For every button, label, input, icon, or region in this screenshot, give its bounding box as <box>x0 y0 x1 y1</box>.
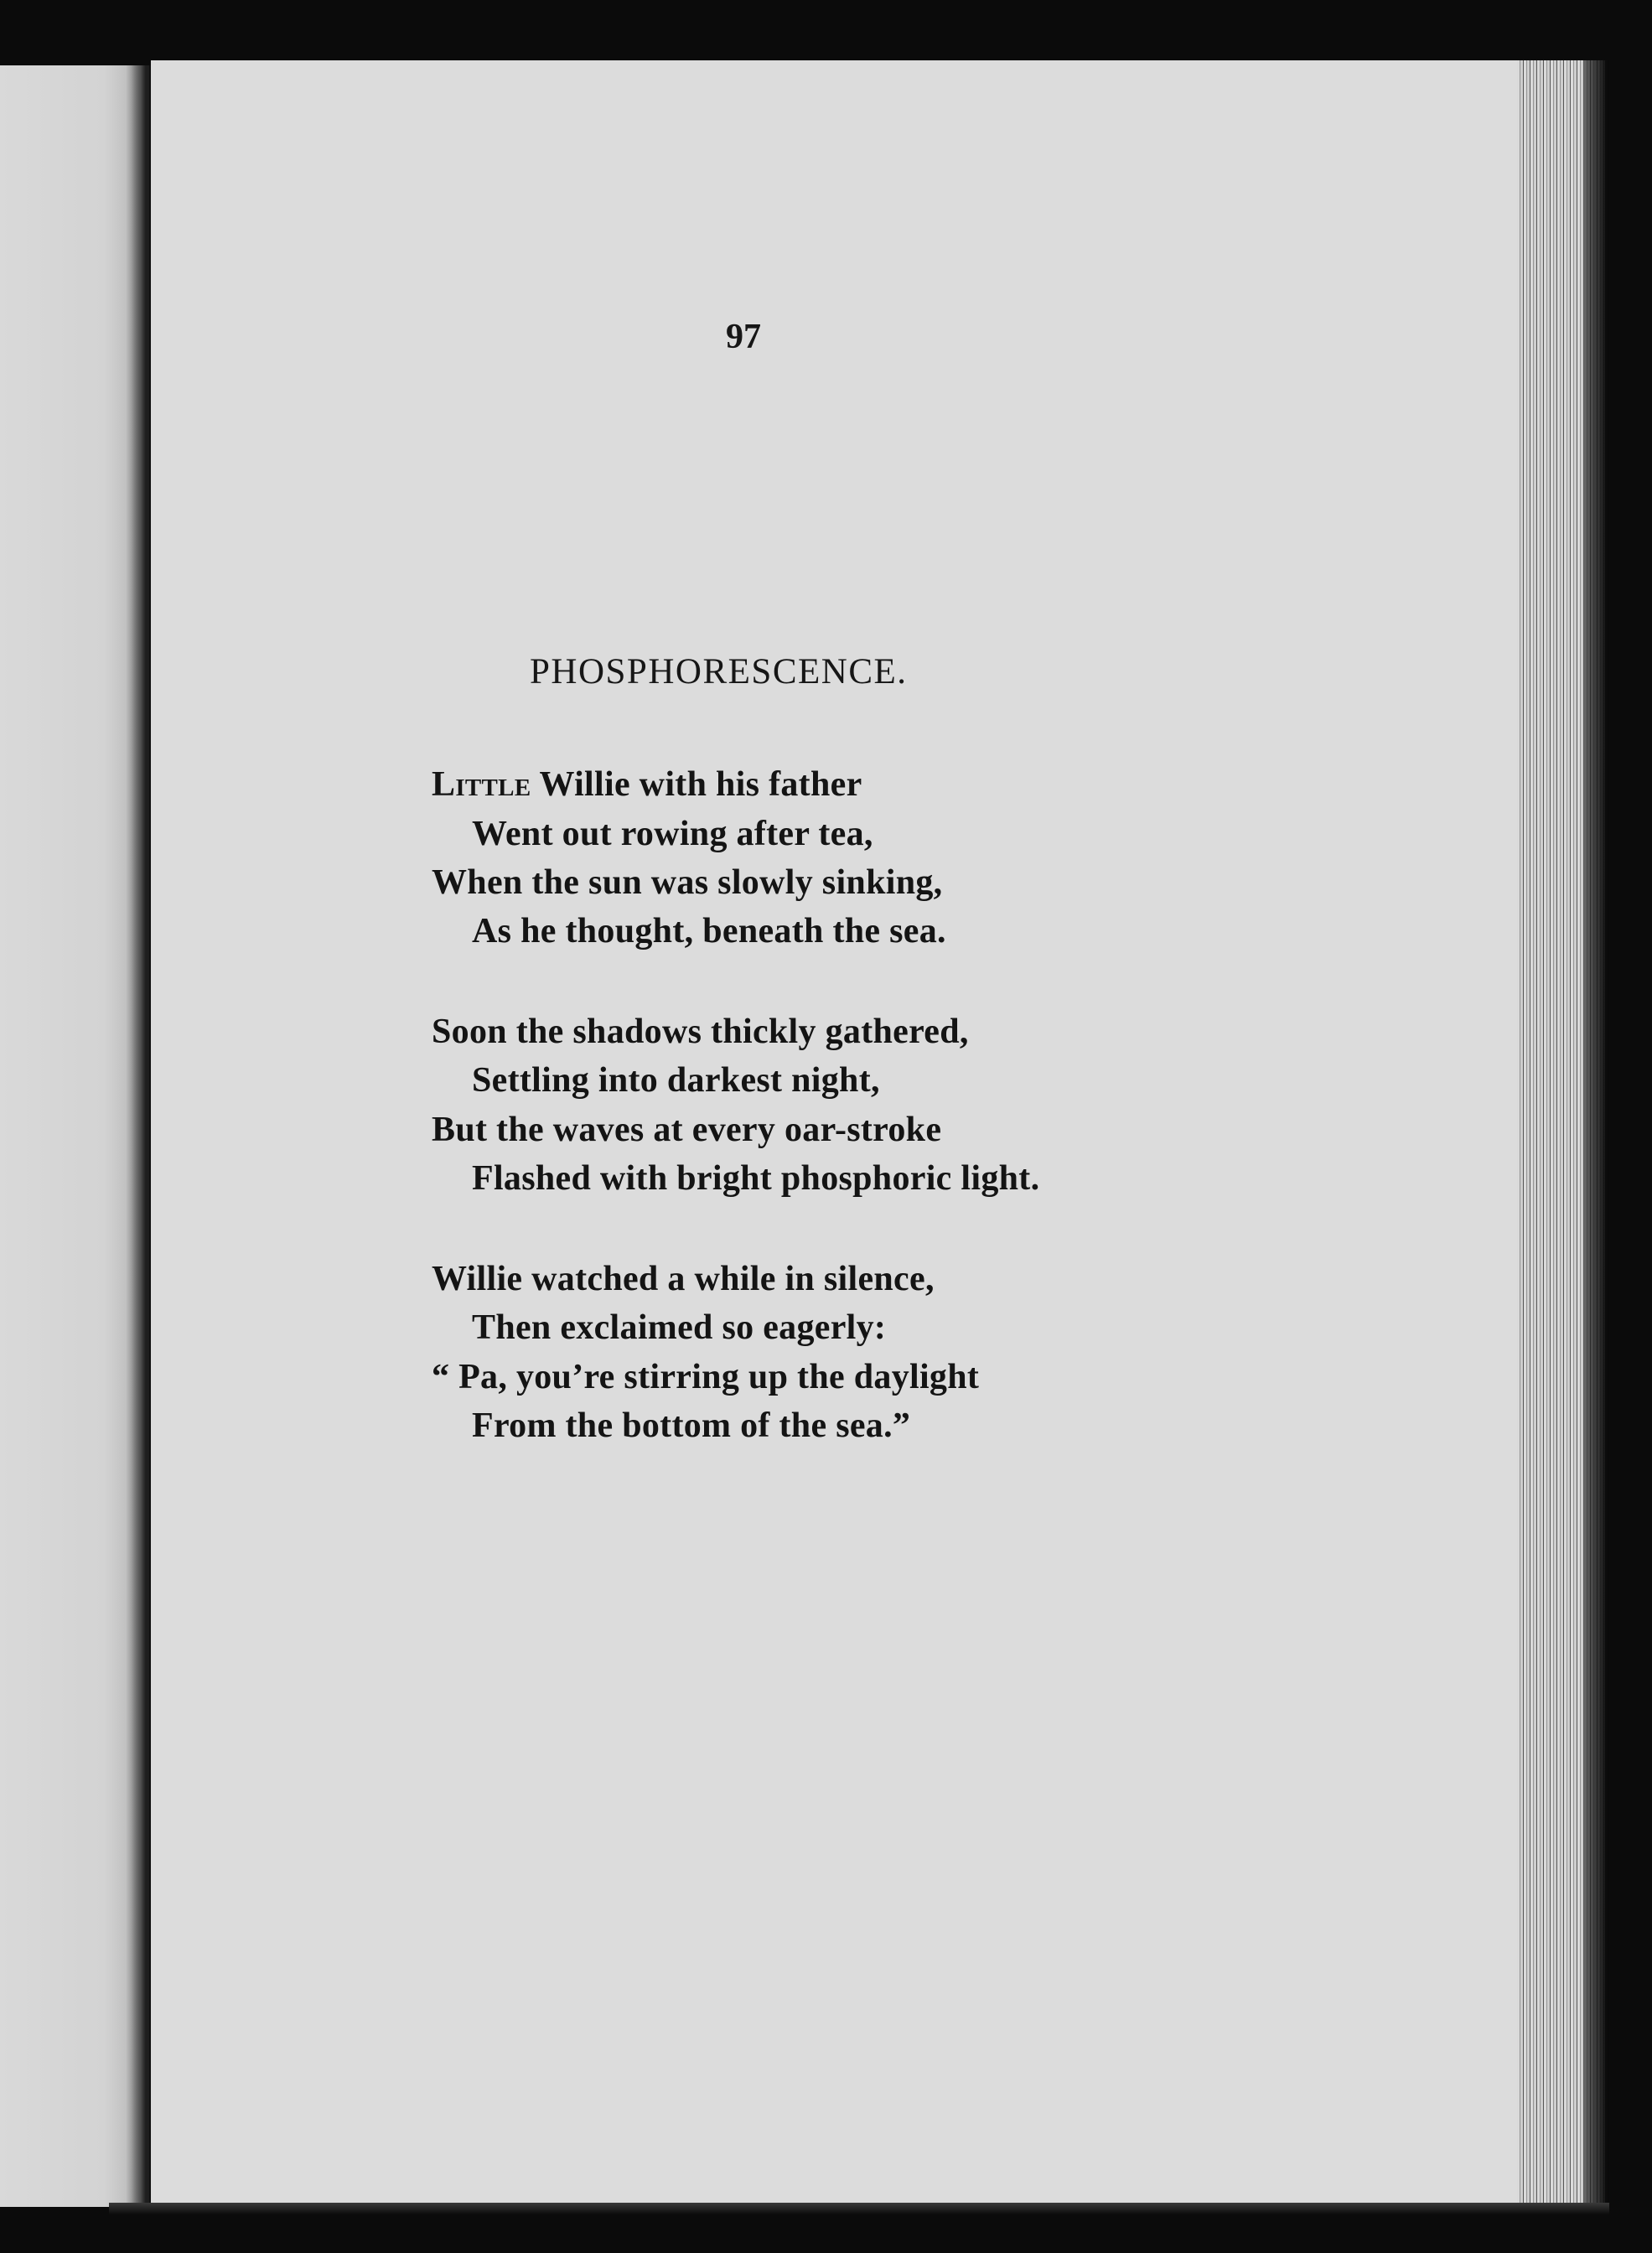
first-word-smallcaps: Little <box>432 765 531 804</box>
poem-line: From the bottom of the sea.” <box>472 1406 911 1445</box>
poem-line: Willie watched a while in silence, <box>432 1260 935 1298</box>
bottom-shadow <box>109 2203 1609 2214</box>
poem-line: Went out rowing after tea, <box>472 815 873 853</box>
line-rest: Willie with his father <box>531 765 862 804</box>
poem-line: Flashed with bright phosphoric light. <box>472 1159 1040 1198</box>
poem-line: When the sun was slowly sinking, <box>432 863 943 902</box>
poem-line <box>432 767 862 802</box>
poem-line: But the waves at every oar-stroke <box>432 1111 942 1149</box>
poem-line: Then exclaimed so eagerly: <box>472 1308 887 1347</box>
poem-line: Soon the shadows thickly gathered, <box>432 1013 969 1051</box>
right-edge-shadow <box>1584 60 1609 2204</box>
poem-line: As he thought, beneath the sea. <box>472 912 946 950</box>
poem-line: Settling into darkest night, <box>472 1061 880 1100</box>
page-number: 97 <box>726 318 761 356</box>
poem-title: PHOSPHORESCENCE. <box>530 652 908 691</box>
poem-line: “ Pa, you’re stirring up the daylight <box>432 1358 980 1396</box>
